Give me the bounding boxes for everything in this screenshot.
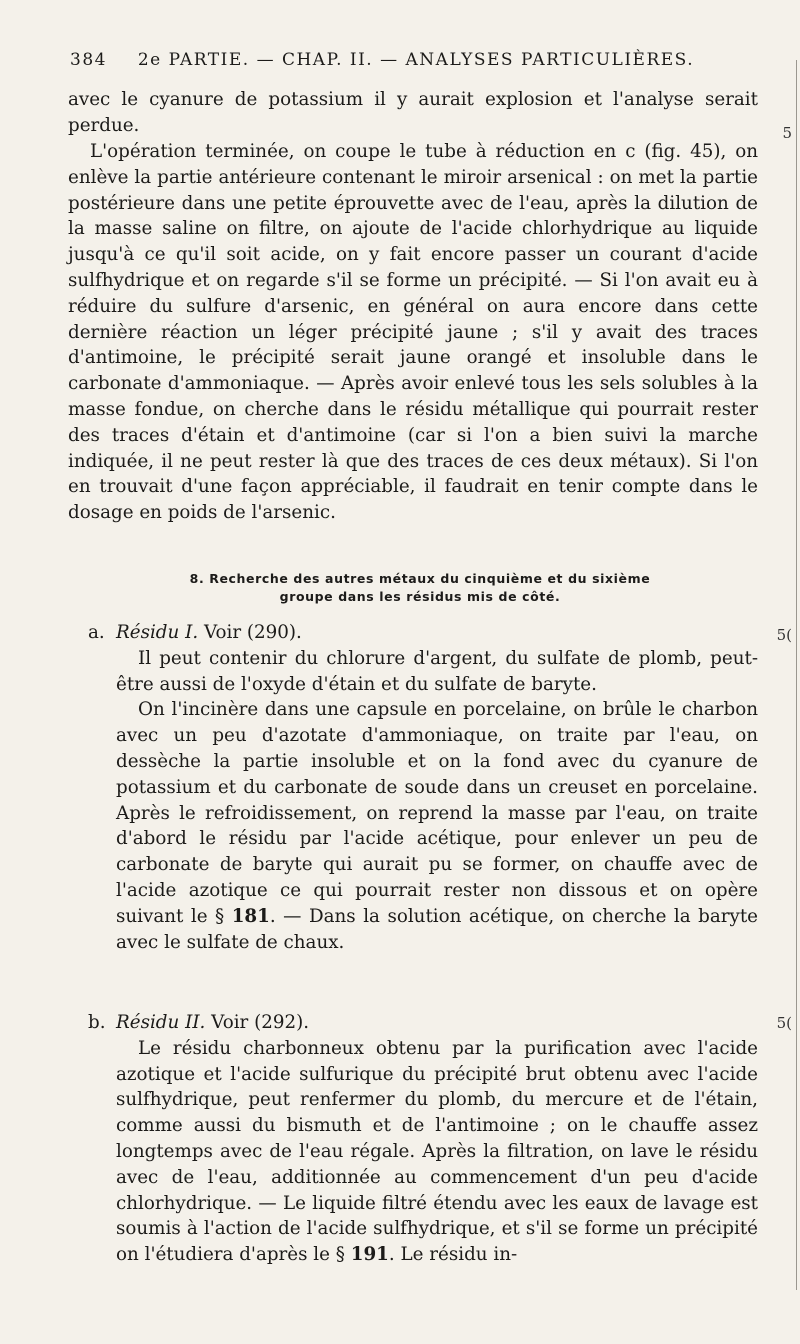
margin-mark: 5( bbox=[776, 626, 792, 644]
item-b-title bbox=[116, 1010, 758, 1036]
section-heading bbox=[120, 570, 720, 606]
running-title: 2e PARTIE. — CHAP. II. — ANALYSES PARTICULIÈRES. bbox=[137, 50, 695, 70]
item-a-para-2 bbox=[116, 697, 758, 955]
section-heading-line-1: 8. Recherche des autres métaux du cinquième et du sixième bbox=[189, 571, 651, 586]
item-b-title-ref: Voir (292). bbox=[205, 1012, 310, 1033]
page-edge-line bbox=[796, 60, 797, 1290]
running-header bbox=[70, 50, 760, 70]
item-a-mark: a. bbox=[88, 622, 105, 643]
item-b-para-1 bbox=[116, 1036, 758, 1268]
section-reference: 191 bbox=[350, 1244, 389, 1266]
item-a-body bbox=[116, 620, 758, 955]
paragraph-operation: L'opération terminée, on coupe le tube à réduction en c (fig. 45), on enlève la partie antérieure contenant le miroir arsenical : on met la partie postérieure dans une petite éprouvette avec de l'eau, après la dilution de la masse saline on filtre, on ajoute de l'acide chlorhydrique au liquide jusqu'à ce qu'il soit acide, on y fait encore passer un courant d'acide sulfhydrique et on regarde s'il se forme un précipité. — Si l'on avait eu à réduire du sulfure d'arsenic, en général on aura encore dans cette dernière réaction un léger précipité jaune ; s'il y avait des traces d'antimoine, le précipité serait jaune orangé et insoluble dans le carbonate d'ammoniaque. — Après avoir enlevé tous les sels solubles à la masse fondue, on cherche dans le résidu métallique qui pourrait rester des traces d'étain et d'antimoine (car si l'on a bien suivi la marche indiquée, il ne peut rester là que des traces de ces deux métaux). Si l'on en trouvait d'une façon appréciable, il faudrait en tenir compte dans le dosage en poids de l'arsenic. bbox=[68, 141, 758, 524]
section-heading-line-2: groupe dans les résidus mis de côté. bbox=[279, 589, 561, 604]
margin-mark: 5( bbox=[776, 1014, 792, 1032]
item-a-title-italic: Résidu I. bbox=[116, 622, 199, 643]
paragraph-continuation: avec le cyanure de potassium il y aurait explosion et l'analyse serait perdue. bbox=[68, 89, 758, 136]
item-a-title bbox=[116, 620, 758, 646]
item-b-para-1-text: Le résidu charbonneux obtenu par la purification avec l'acide azotique et l'acide sulfurique du précipité brut obtenu avec l'acide sulfhydrique, peut renfermer du plomb, du mercure et de l'étain, comme aussi du bismuth et de l'antimoine ; on le chauffe assez longtemps avec de l'eau régale. Après la filtration, on lave le résidu avec de l'eau, additionnée au commencement d'un peu d'acide chlorhydrique. — Le liquide filtré étendu avec les eaux de lavage est soumis à l'action de l'acide sulfhydrique, et s'il se forme un précipité on l'étudiera d'après le § bbox=[116, 1037, 758, 1266]
item-b-mark: b. bbox=[88, 1012, 106, 1033]
item-b-body bbox=[116, 1010, 758, 1268]
section-reference: 181 bbox=[231, 905, 270, 927]
item-a-para-2-end: . — Dans la solution acétique, on cherche la baryte avec le sulfate de chaux. bbox=[116, 905, 758, 953]
item-b-para-1-end: . Le résidu in- bbox=[388, 1244, 518, 1266]
page-number: 384 bbox=[70, 50, 107, 70]
margin-mark: 5 bbox=[782, 124, 792, 142]
item-a-para-1: Il peut contenir du chlorure d'argent, du sulfate de plomb, peut-être aussi de l'oxyde d'étain et du sulfate de baryte. bbox=[116, 647, 758, 695]
item-b-title-italic: Résidu II. bbox=[116, 1012, 206, 1033]
item-a-title-ref: Voir (290). bbox=[198, 622, 302, 643]
item-a-para-2-text: On l'incinère dans une capsule en porcelaine, on brûle le charbon avec un peu d'azotate d'ammoniaque, on traite par l'eau, on dessèche la partie insoluble et on la fond avec du cyanure de potassium et du carbonate de soude dans un creuset en porcelaine. Après le refroidissement, on reprend la masse par l'eau, on traite d'abord le résidu par l'acide acétique, pour enlever un peu de carbonate de baryte qui aurait pu se former, on chauffe avec de l'acide azotique ce qui pourrait rester non dissous et on opère suivant le § bbox=[116, 699, 758, 927]
